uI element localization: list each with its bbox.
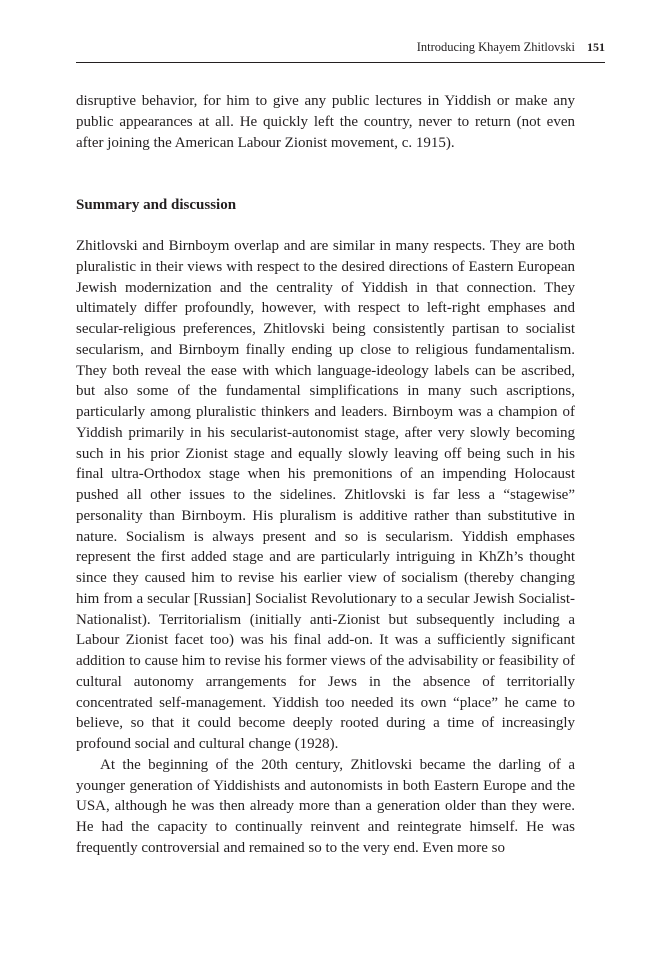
page-number: 151 [587,40,605,54]
body-paragraph-2: At the beginning of the 20th century, Zhitlovski became the darling of a younger generation of Yiddishists and autonomists in both Eastern Europe and the USA, although he was then already more than a generation older than they were. He had the capacity to continually reinvent and reintegrate himself. He was frequently controversial and remained so to the very end. Even more so [76,756,575,856]
section-heading: Summary and discussion [76,197,237,213]
intro-paragraph: disruptive behavior, for him to give any public lectures in Yiddish or make any public appearances at all. He quickly left the country, never to return (not even after joining the American Labour Zionist movement, c. 1915). [76,93,575,151]
section-body [76,236,575,859]
header-rule [76,62,605,63]
intro-block [76,91,575,153]
body-paragraph-1: Zhitlovski and Birnboym overlap and are similar in many respects. They are both pluralistic in their views with respect to the desired directions of Eastern European Jewish modernization and the centrality of Yiddish in that connection. They ultimately differ profoundly, however, with respect to left-right emphases and secular-religious preferences, Zhitlovski being consistently partisan to socialist secularism, and Birnboym finally ending up close to religious fundamentalism. They both reveal the ease with which language-ideology labels can be ascribed, but also some of the fundamental simplifications in many such ascriptions, particularly among pluralistic thinkers and leaders. Birnboym was a champion of Yiddish primarily in his secularist-autonomist stage, after very slowly becoming such in his prior Zionist stage and equally slowly leaving off being such in his final ultra-Orthodox stage when his premonitions of an impending Holocaust pushed all other issues to the sidelines. Zhitlovski is far less a “stagewise” personality than Birnboym. His pluralism is additive rather than substitutive in nature. Socialism is always present and so is secularism. Yiddish emphases represent the first added stage and are particularly intriguing in KhZh’s thought since they caused him to revise his earlier view of socialism (thereby changing him from a secular [Russian] Socialist Revolutionary to a secular Jewish Socialist-Nationalist). Territorialism (initially anti-Zionist but subsequently including a Labour Zionist facet too) was his final add-on. It was a sufficiently significant addition to cause him to revise his former views of the advisability or feasibility of cultural autonomy arrangements for Jews in the absence of territorially concentrated self-management. Yiddish too needed its own “place” he came to believe, so that it could become deeply rooted during a time of increasingly profound social and cultural change (1928). [76,238,575,752]
running-title: Introducing Khayem Zhitlovski [416,40,575,54]
running-head [76,36,605,58]
